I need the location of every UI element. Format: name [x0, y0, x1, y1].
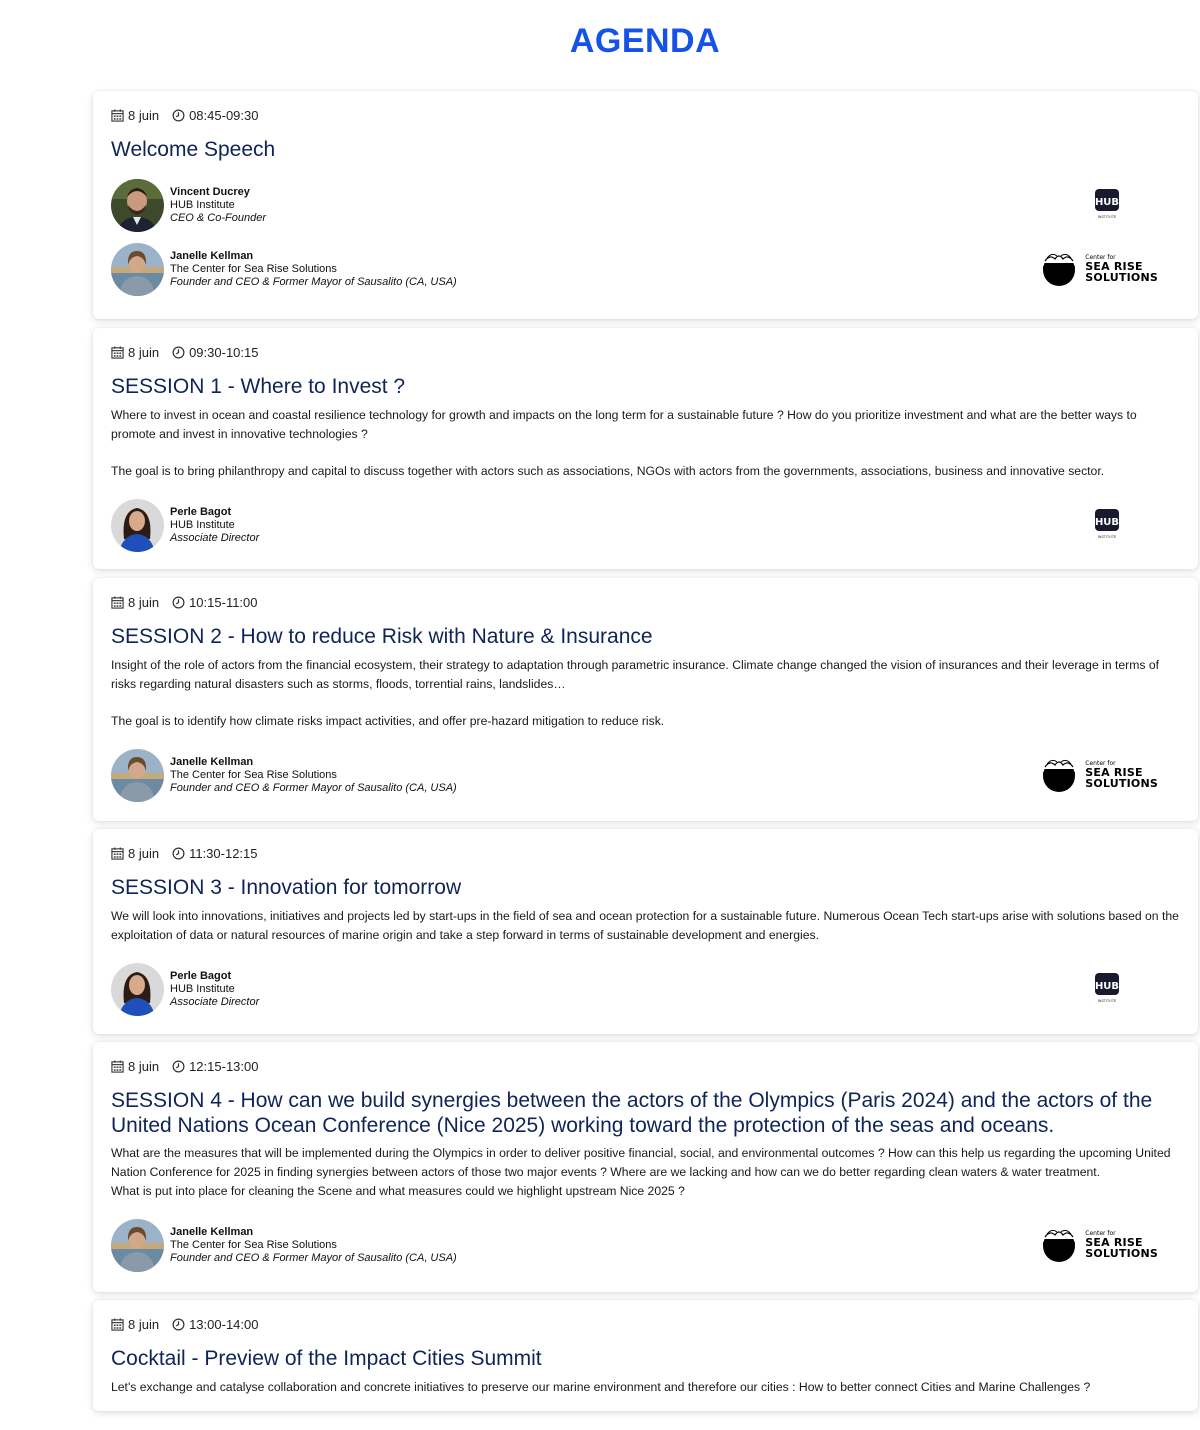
description-paragraph: The goal is to identify how climate risks impact activities, and offer pre-hazard mitigation to reduce risk.	[111, 714, 665, 728]
speaker-org: HUB Institute	[170, 518, 235, 531]
speaker-name: Janelle Kellman	[170, 1225, 254, 1238]
session-title[interactable]: SESSION 2 - How to reduce Risk with Nature & Insurance	[111, 625, 653, 648]
agenda-card[interactable]	[93, 1300, 1198, 1411]
speaker-org: HUB Institute	[170, 198, 235, 211]
session-title[interactable]: Cocktail - Preview of the Impact Cities Summit	[111, 1347, 542, 1370]
session-description	[111, 1378, 1180, 1397]
description-paragraph: What is put into place for cleaning the Scene and what measures could we highlight upstream Nice 2025 ?	[111, 1184, 685, 1198]
session-time: 10:15-11:00	[189, 594, 258, 610]
speaker-role: Associate Director	[170, 995, 260, 1008]
hub-institute-logo	[1094, 972, 1120, 1004]
session-meta	[111, 106, 1180, 124]
speaker-org: The Center for Sea Rise Solutions	[170, 1238, 337, 1251]
speaker-role: Founder and CEO & Former Mayor of Sausalito (CA, USA)	[170, 275, 457, 288]
hub-institute-logo	[1094, 508, 1120, 540]
calendar-icon	[111, 1060, 124, 1073]
speaker-role: Founder and CEO & Former Mayor of Sausalito (CA, USA)	[170, 1251, 457, 1264]
clock-icon	[172, 1060, 185, 1073]
sea-rise-solutions-logo: Center for SEA RISE SOLUTIONS	[1041, 756, 1158, 792]
description-paragraph: Let's exchange and catalyse collaboration and concrete initiatives to preserve our marine environment and therefore our cities : How to better connect Cities and Marine Challenges ?	[111, 1380, 1091, 1394]
avatar	[111, 499, 164, 552]
description-paragraph: Where to invest in ocean and coastal resilience technology for growth and impacts on the long term for a sustainable future ? How do you prioritize investment and what are the better ways to promote and invest in innovative technologies ?	[111, 408, 1137, 441]
clock-icon	[172, 596, 185, 609]
speaker[interactable]	[111, 242, 1180, 296]
clock-icon	[172, 1318, 185, 1331]
calendar-icon	[111, 109, 124, 122]
session-time: 08:45-09:30	[189, 107, 259, 123]
speaker[interactable]	[111, 962, 1180, 1016]
speaker-name: Janelle Kellman	[170, 249, 254, 262]
agenda-card[interactable]	[93, 328, 1198, 569]
speaker-name: Perle Bagot	[170, 969, 232, 982]
session-time: 13:00-14:00	[189, 1316, 259, 1332]
session-meta	[111, 1057, 1180, 1075]
speaker-role: CEO & Co-Founder	[170, 211, 266, 224]
avatar	[111, 179, 164, 232]
avatar	[111, 749, 164, 802]
session-title[interactable]: SESSION 3 - Innovation for tomorrow	[111, 876, 462, 899]
session-time: 12:15-13:00	[189, 1058, 259, 1074]
session-title[interactable]: SESSION 4 - How can we build synergies between the actors of the Olympics (Paris 2024) and the actors of the United Nations Ocean Conference (Nice 2025) working toward the protection of the seas and oceans.	[111, 1089, 1153, 1137]
speaker[interactable]	[111, 1218, 1180, 1272]
session-description	[111, 1144, 1180, 1201]
speaker[interactable]	[111, 748, 1180, 802]
session-meta	[111, 593, 1180, 611]
session-date: 8 juin	[128, 344, 160, 360]
avatar	[111, 243, 164, 296]
speaker-name: Janelle Kellman	[170, 755, 254, 768]
description-paragraph: We will look into innovations, initiatives and projects led by start-ups in the field of sea and ocean protection for a sustainable future. Numerous Ocean Tech start-ups arise with solutions based on the exploitation of data or natural resources of marine origin and take a step forward in terms of sustainable development and energies.	[111, 909, 1179, 942]
sea-rise-solutions-logo: Center for SEA RISE SOLUTIONS	[1041, 250, 1158, 286]
speaker-name: Vincent Ducrey	[170, 185, 250, 198]
session-description	[111, 907, 1180, 945]
session-time: 09:30-10:15	[189, 344, 259, 360]
calendar-icon	[111, 1318, 124, 1331]
session-title[interactable]: SESSION 1 - Where to Invest ?	[111, 375, 406, 398]
session-meta	[111, 1315, 1180, 1333]
session-title[interactable]: Welcome Speech	[111, 138, 276, 161]
avatar	[111, 963, 164, 1016]
session-description	[111, 406, 1180, 481]
page-title: AGENDA	[569, 22, 721, 60]
agenda-card[interactable]	[93, 578, 1198, 821]
speaker-name: Perle Bagot	[170, 505, 232, 518]
speaker-org: The Center for Sea Rise Solutions	[170, 768, 337, 781]
session-date: 8 juin	[128, 594, 160, 610]
agenda-card[interactable]	[93, 91, 1198, 319]
speaker[interactable]	[111, 178, 1180, 232]
description-paragraph: What are the measures that will be implemented during the Olympics in order to deliver positive financial, social, and environmental outcomes ? How can this help us regarding the upcoming United Nation Conference for 2025 in finding synergies between actors of those two major events ? Where are we lacking and how can we do better regarding clean waters & water treatment.	[111, 1146, 1171, 1179]
session-date: 8 juin	[128, 1316, 160, 1332]
session-date: 8 juin	[128, 1058, 160, 1074]
speaker[interactable]	[111, 498, 1180, 552]
speaker-org: HUB Institute	[170, 982, 235, 995]
session-meta	[111, 343, 1180, 361]
hub-institute-logo	[1094, 188, 1120, 220]
clock-icon	[172, 847, 185, 860]
session-date: 8 juin	[128, 845, 160, 861]
session-time: 11:30-12:15	[189, 845, 258, 861]
avatar	[111, 1219, 164, 1272]
calendar-icon	[111, 596, 124, 609]
session-description	[111, 656, 1180, 731]
session-date: 8 juin	[128, 107, 160, 123]
speaker-org: The Center for Sea Rise Solutions	[170, 262, 337, 275]
speaker-role: Founder and CEO & Former Mayor of Sausalito (CA, USA)	[170, 781, 457, 794]
clock-icon	[172, 109, 185, 122]
calendar-icon	[111, 847, 124, 860]
calendar-icon	[111, 346, 124, 359]
clock-icon	[172, 346, 185, 359]
session-meta	[111, 844, 1180, 862]
agenda-card[interactable]	[93, 829, 1198, 1034]
sea-rise-solutions-logo: Center for SEA RISE SOLUTIONS	[1041, 1226, 1158, 1262]
description-paragraph: The goal is to bring philanthropy and capital to discuss together with actors such as associations, NGOs with actors from the governments, associations, business and innovative sector.	[111, 464, 1105, 478]
agenda-card[interactable]	[93, 1042, 1198, 1292]
speaker-role: Associate Director	[170, 531, 260, 544]
description-paragraph: Insight of the role of actors from the financial ecosystem, their strategy to adaptation through parametric insurance. Climate change changed the vision of insurances and their leverage in terms of risks regarding natural disasters such as storms, floods, torrential rains, landslides…	[111, 658, 1160, 691]
